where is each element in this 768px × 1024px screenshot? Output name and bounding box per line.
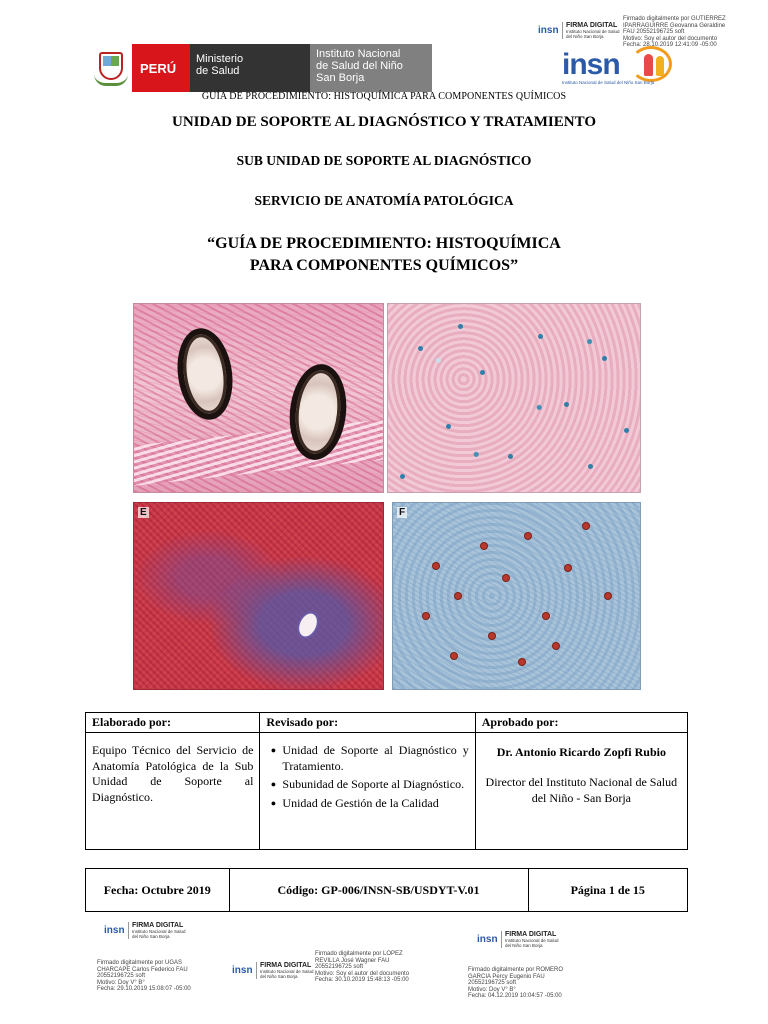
coat-of-arms-icon (90, 44, 132, 92)
document-info-bar (85, 868, 688, 912)
peru-label: PERÚ (132, 44, 190, 92)
ministerio-label: Ministerio de Salud (190, 44, 310, 92)
firma-digital-title: FIRMA DIGITAL (505, 931, 557, 938)
firma-digital-institution: Instituto Nacional de Salud del Niño San Borja (132, 929, 186, 939)
insn-mini-logo: insn (538, 25, 559, 36)
micrograph-f (392, 502, 641, 690)
vessel-lumen-icon (293, 608, 323, 642)
panel-label-f: F (399, 507, 406, 518)
micrograph-top-right (387, 303, 641, 493)
revisado-column (260, 713, 475, 849)
firma-digital-stamp-right (477, 931, 561, 948)
running-head: GUÍA DE PROCEDIMIENTO: HISTOQUÍMICA PARA COMPONENTES QUÍMICOS (201, 91, 567, 102)
signature-text-right: Firmado digitalmente por ROMERO GARCIA Percy Eugenio FAU 20552196725 soft Motivo: Doy V° B° Fecha: 04.12.2019 10:04:57 -05:00 (468, 967, 564, 999)
insn-mini-logo: insn (232, 965, 253, 976)
document-title-line-1: “GUÍA DE PROCEDIMIENTO: HISTOQUÍMICA (207, 235, 561, 252)
elaborado-text: Equipo Técnico del Servicio de Anatomía Patológica de la Sub Unidad de Soporte al Diagnóstico. (92, 743, 254, 804)
firma-digital-stamp-left (104, 922, 188, 939)
insn-wordmark: insn (562, 48, 620, 81)
firma-digital-title: FIRMA DIGITAL (566, 22, 618, 29)
servicio-title: SERVICIO DE ANATOMÍA PATOLÓGICA (254, 193, 514, 208)
fecha-cell: Fecha: Octubre 2019 (86, 869, 230, 911)
pagina-cell: Página 1 de 15 (570, 882, 645, 897)
firma-digital-stamp-center (232, 962, 316, 979)
approver-role: Director del Instituto Nacional de Salud del Niño - San Borja (485, 775, 678, 805)
micrograph-top-left (133, 303, 384, 493)
aprobado-header: Aprobado por: (476, 713, 687, 733)
firma-digital-title: FIRMA DIGITAL (260, 962, 312, 969)
revisado-header: Revisado por: (260, 713, 474, 733)
firma-digital-institution: Instituto Nacional de Salud del Niño San Borja (505, 938, 559, 948)
list-item: ● Unidad de Gestión de la Calidad (264, 796, 468, 812)
revisado-list (260, 733, 474, 811)
child-figure-icon (656, 56, 664, 76)
elaborado-column (86, 713, 260, 849)
bullet-icon: ● (270, 745, 277, 755)
list-item: ● Subunidad de Soporte al Diagnóstico. (264, 777, 468, 793)
unidad-title: UNIDAD DE SOPORTE AL DIAGNÓSTICO Y TRATAMIENTO (172, 114, 596, 130)
document-title (0, 233, 768, 277)
bullet-icon: ● (270, 779, 277, 789)
government-logo-strip (90, 44, 432, 92)
signature-text-top: Firmado digitalmente por GUTIERREZ IPARRAGUIRRE Geovanna Geraldine FAU 20552196725 soft Motivo: Soy el autor del documento Fecha: 28.10.2019 12:41:09 -05:00 (623, 16, 726, 48)
instituto-label: Instituto Nacional de Salud del Niño San Borja (310, 44, 432, 92)
signature-text-left: Firmado digitalmente por UGAS CHARCAPE Carlos Federico FAU 20552196725 soft Motivo: Doy V° B° Fecha: 29.10.2019 15:08:07 -05:00 (97, 960, 191, 992)
document-title-line-2: PARA COMPONENTES QUÍMICOS” (249, 257, 519, 274)
insn-mini-logo: insn (104, 925, 125, 936)
sub-unidad-title: SUB UNIDAD DE SOPORTE AL DIAGNÓSTICO (236, 153, 532, 168)
elaborado-header: Elaborado por: (86, 713, 259, 733)
firma-digital-institution: Instituto Nacional de Salud del Niño San Borja (566, 29, 620, 39)
bullet-icon: ● (270, 797, 277, 808)
codigo-cell: Código: GP-006/INSN-SB/USDYT-V.01 (230, 869, 529, 911)
child-figure-icon (644, 54, 653, 76)
aprobado-column (476, 713, 687, 849)
insn-logo (562, 46, 680, 90)
insn-logo-caption: Instituto Nacional de Salud del Niño San Borja (562, 80, 655, 85)
approval-table (85, 712, 688, 850)
insn-mini-logo: insn (477, 934, 498, 945)
firma-digital-institution: Instituto Nacional de Salud del Niño San Borja (260, 969, 314, 979)
panel-label-e: E (140, 507, 147, 518)
approver-name: Dr. Antonio Ricardo Zopfi Rubio (496, 745, 666, 759)
micrograph-e (133, 502, 384, 690)
firma-digital-title: FIRMA DIGITAL (132, 922, 184, 929)
signature-text-center: Firmado digitalmente por LOPEZ REVILLA José Wagner FAU 20552196725 soft Motivo: Soy el autor del documento Fecha: 30.10.2019 15:48:13 -05:00 (315, 951, 410, 983)
vessel-icon (172, 325, 238, 424)
list-item: ● Unidad de Soporte al Diagnóstico y Tratamiento. (264, 743, 468, 774)
firma-digital-stamp-top (538, 22, 622, 39)
